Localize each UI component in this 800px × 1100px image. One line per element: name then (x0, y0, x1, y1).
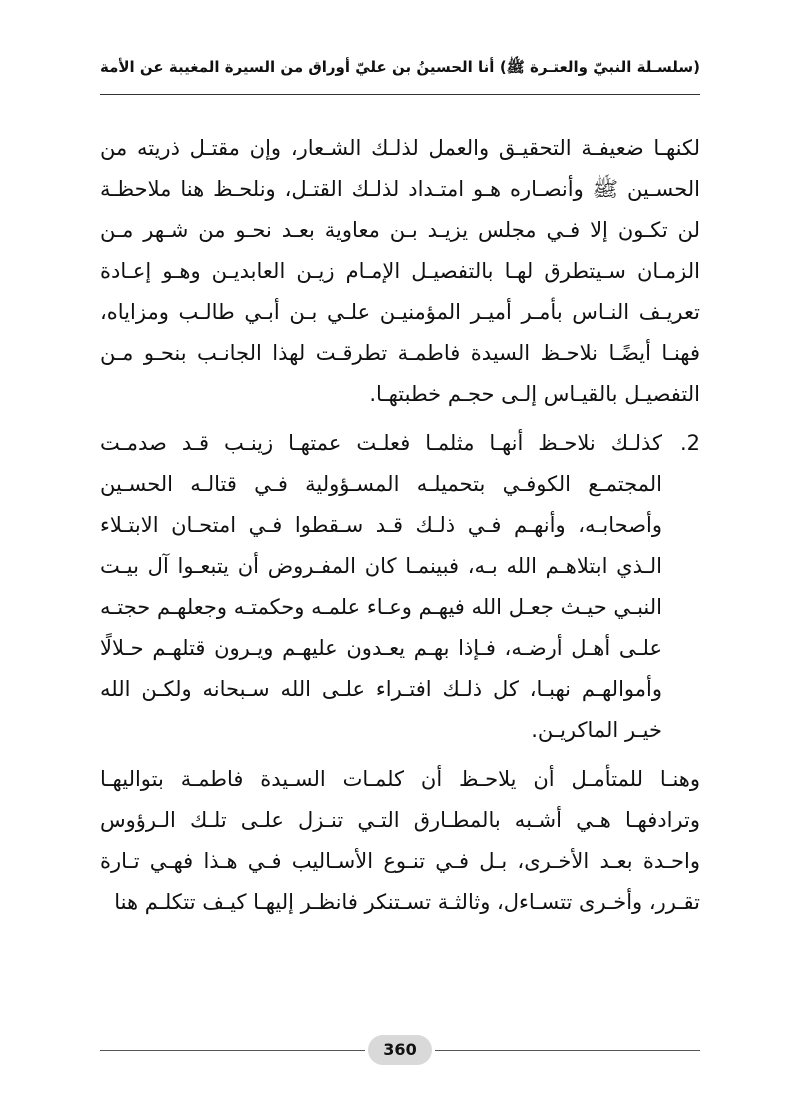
main-text (100, 128, 700, 923)
list-item-2 (100, 423, 700, 751)
list-item-number: 2. (679, 431, 700, 455)
footer-rule-right (435, 1050, 700, 1051)
footer-rule-left (100, 1050, 365, 1051)
paragraph-2: وهنـا للمتأمـل أن يلاحـظ أن كلمـات السـيدة فاطمـة بتواليهـا وترادفهـا هـي أشـبه بالمطـارق التـي تنـزل علـى تلـك الـرؤوس واحـدة بعـد الأخـرى، بـل فـي تنـوع الأسـاليب فـي هـذا فهـي تـارة تقـرر، وأخـرى تتسـاءل، وثالثـة تسـتنكر فانظـر إليهـا كيـف تتكلـم هنا (100, 767, 700, 914)
page-number: 360 (368, 1035, 432, 1065)
list-item-text: كذلـك نلاحـظ أنهـا مثلمـا فعلـت عمتهـا زينـب قـد صدمـت المجتمـع الكوفـي بتحميلـه المسـؤولية فـي قتالـه الحسـين وأصحابـه، وأنهـم فـي ذلـك قـد سـقطوا فـي امتحـان الابتـلاء الـذي ابتلاهـم الله بـه، فبينمـا كان المفـروض أن يتبعـوا آل بيـت النبـي حيـث جعـل الله فيهـم وعـاء علمـه وحكمتـه وجعلهـم حجتـه علـى أهـل أرضـه، فـإذا بهـم يعـدون عليهـم ويـرون قتلهـم حـلالًا وأموالهـم نهبـا، كل ذلـك افتـراء علـى الله سـبحانه ولكـن الله خيـر الماكريـن. (100, 431, 662, 742)
header-divider (100, 94, 700, 95)
running-header (100, 52, 700, 92)
series-title: (سلسـلة النبيّ والعتـرة ﷺ) (499, 58, 700, 76)
book-title: أنا الحسينُ بن عليّ أوراق من السيرة المغيبة عن الأمة (100, 58, 495, 76)
paragraph-1: لكنهـا ضعيفـة التحقيـق والعمل لذلـك الشـعار، وإن مقتـل ذريته من الحسـين ﷺ وأنصـاره هـو امتـداد لذلـك القتـل، ونلحـظ هنا ملاحظـة لن تكـون إلا فـي مجلس يزيـد بـن معاوية بعـد نحـو من شـهر مـن الزمـان سـيتطرق لهـا بالتفصيـل الإمـام زيـن العابديـن وهـو إعـادة تعريـف النـاس بأمـر أميـر المؤمنيـن علـي بـن أبـي طالـب ومزاياه، فهنـا أيضًـا نلاحـظ السيدة فاطمـة تطرقـت لهذا الجانـب بنحـو مـن التفصيـل بالقيـاس إلـى حجـم خطبتهـا. (100, 136, 700, 406)
